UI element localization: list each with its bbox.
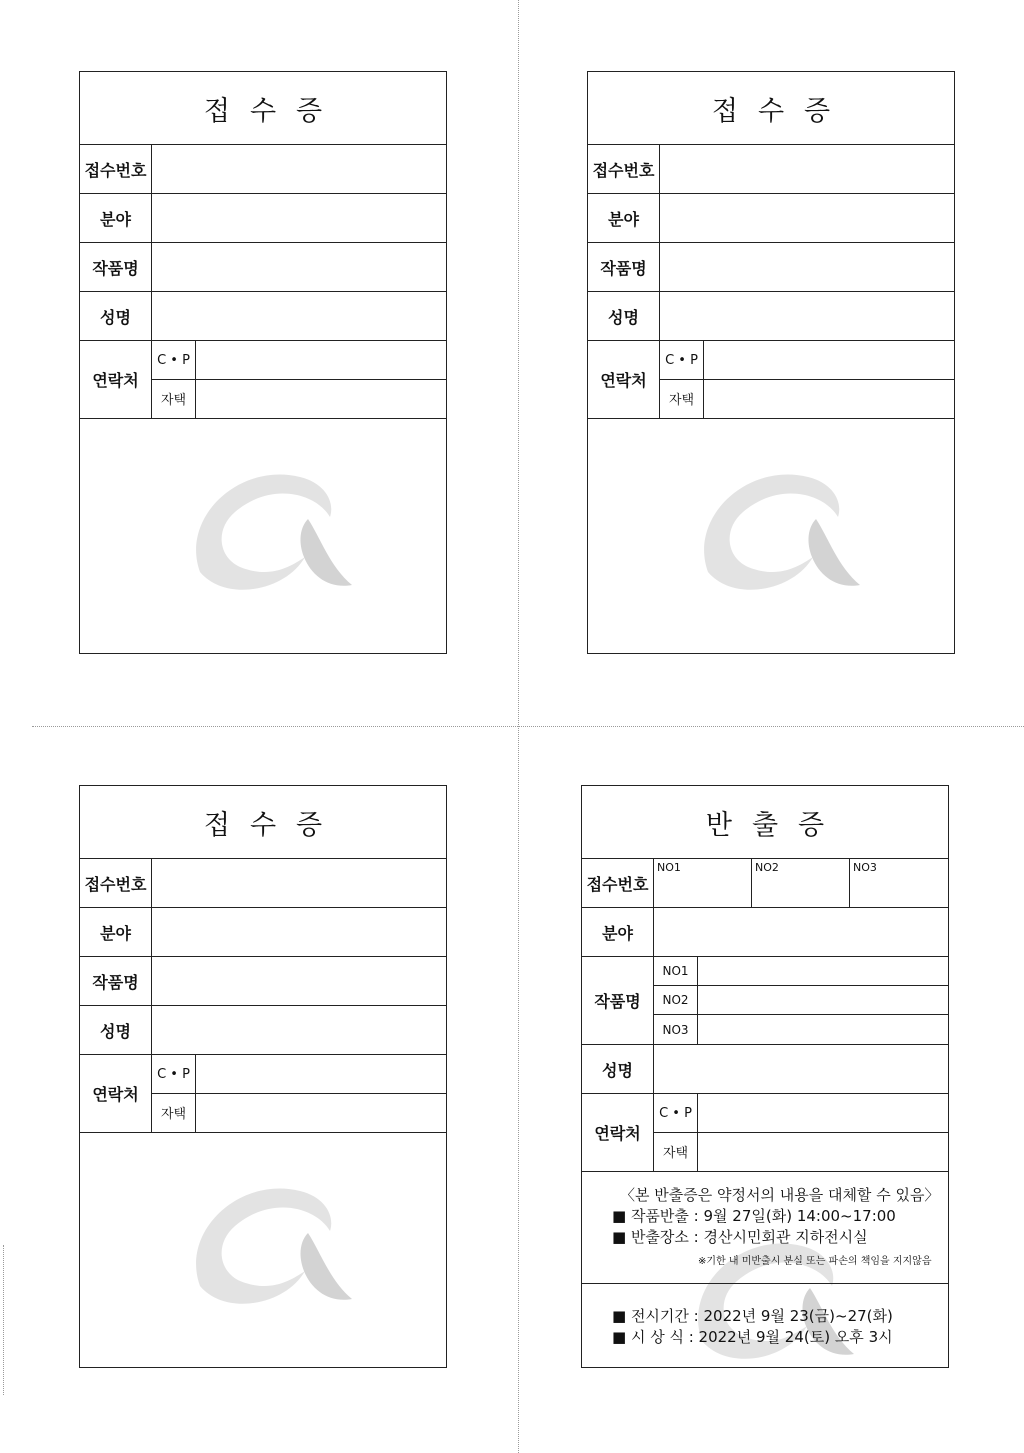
- home-label: 자택: [654, 1132, 698, 1171]
- receipt-work-row[interactable]: [80, 957, 446, 1006]
- receipt-name-row[interactable]: [80, 1006, 446, 1055]
- cp-label: C • P: [152, 341, 196, 379]
- home-label: 자택: [152, 379, 196, 418]
- cp-label: C • P: [660, 341, 704, 379]
- number-cell-3[interactable]: [850, 859, 948, 907]
- name-label: 성명: [588, 292, 660, 340]
- home-row[interactable]: [152, 1093, 446, 1132]
- receipt-field-row[interactable]: [588, 194, 954, 243]
- notice-return-place: ■ 반출장소 : 경산시민회관 지하전시실: [612, 1228, 868, 1246]
- contact-label: 연락처: [80, 1055, 152, 1132]
- no2-label: NO2: [755, 861, 779, 874]
- notice-disclaimer: ※기한 내 미반출시 분실 또는 파손의 책임을 지지않음: [698, 1256, 932, 1267]
- work-no2-label: NO2: [654, 986, 698, 1014]
- title-char: 접: [711, 95, 758, 127]
- watermark-icon: [180, 457, 355, 612]
- field-label: 분야: [582, 908, 654, 956]
- horizontal-cut-line: [32, 726, 1024, 727]
- name-label: 성명: [80, 1006, 152, 1054]
- return-field-row: [582, 908, 948, 957]
- title-char: 접: [203, 95, 250, 127]
- notice-return-time: ■ 작품반출 : 9월 27일(화) 14:00~17:00: [612, 1207, 896, 1225]
- title-char: 수: [249, 809, 297, 841]
- work-label: 작품명: [80, 243, 152, 291]
- receipt-title: [588, 72, 954, 145]
- receipt-name-row[interactable]: [80, 292, 446, 341]
- title-char: 반: [705, 809, 752, 841]
- work-no3-label: NO3: [654, 1015, 698, 1044]
- receipt-name-row[interactable]: [588, 292, 954, 341]
- receipt-card-top-right: [587, 71, 955, 654]
- number-cell-1[interactable]: [654, 859, 752, 907]
- number-cells: [654, 859, 948, 907]
- home-label: 자택: [660, 379, 704, 418]
- award-ceremony: ■ 시 상 식 : 2022년 9월 24(토) 오후 3시: [612, 1328, 893, 1346]
- work-label: 작품명: [80, 957, 152, 1005]
- field-label: 분야: [80, 194, 152, 242]
- title-char: 증: [798, 809, 845, 841]
- title-char: 수: [249, 95, 297, 127]
- number-label: 접수번호: [588, 145, 660, 193]
- receipt-contact-row: [588, 341, 954, 419]
- title-char: 접: [203, 809, 250, 841]
- number-cell-2[interactable]: [752, 859, 850, 907]
- title-char: 증: [804, 95, 851, 127]
- title-char: 수: [757, 95, 805, 127]
- no1-label: NO1: [657, 861, 681, 874]
- notice-section: [582, 1172, 948, 1284]
- field-label: 분야: [80, 908, 152, 956]
- work-label: 작품명: [588, 243, 660, 291]
- work-row-1[interactable]: [654, 957, 948, 986]
- receipt-field-row[interactable]: [80, 194, 446, 243]
- work-row-2[interactable]: [654, 986, 948, 1015]
- watermark-icon: [688, 457, 863, 612]
- title-char: 출: [751, 809, 799, 841]
- work-no1-label: NO1: [654, 957, 698, 985]
- cp-row[interactable]: [152, 341, 446, 380]
- work-label: 작품명: [582, 957, 654, 1044]
- receipt-card-bottom-left: [79, 785, 447, 1368]
- watermark-icon: [180, 1171, 355, 1326]
- cp-row[interactable]: [152, 1055, 446, 1094]
- return-work-row: [582, 957, 948, 1045]
- field-label: 분야: [588, 194, 660, 242]
- receipt-number-row[interactable]: [80, 145, 446, 194]
- name-label: 성명: [582, 1045, 654, 1093]
- home-row[interactable]: [660, 379, 954, 418]
- return-name-row: [582, 1045, 948, 1094]
- return-slip-title: [582, 786, 948, 859]
- receipt-number-row[interactable]: [80, 859, 446, 908]
- home-row[interactable]: [654, 1132, 948, 1171]
- home-label: 자택: [152, 1093, 196, 1132]
- return-contact-row: [582, 1094, 948, 1172]
- cp-label: C • P: [654, 1094, 698, 1132]
- cp-label: C • P: [152, 1055, 196, 1093]
- name-label: 성명: [80, 292, 152, 340]
- contact-label: 연락처: [582, 1094, 654, 1171]
- exhibition-period: ■ 전시기간 : 2022년 9월 23(금)~27(화): [612, 1307, 893, 1325]
- receipt-card-top-left: [79, 71, 447, 654]
- receipt-contact-row: [80, 1055, 446, 1133]
- receipt-work-row[interactable]: [588, 243, 954, 292]
- receipt-contact-row: [80, 341, 446, 419]
- notice-heading: 〈본 반출증은 약정서의 내용을 대체할 수 있음〉: [620, 1186, 940, 1204]
- number-label: 접수번호: [80, 859, 152, 907]
- receipt-title: [80, 72, 446, 145]
- home-row[interactable]: [152, 379, 446, 418]
- contact-label: 연락처: [588, 341, 660, 418]
- receipt-number-row[interactable]: [588, 145, 954, 194]
- left-margin-guide: [3, 1245, 4, 1395]
- no3-label: NO3: [853, 861, 877, 874]
- number-label: 접수번호: [80, 145, 152, 193]
- receipt-work-row[interactable]: [80, 243, 446, 292]
- work-row-3[interactable]: [654, 1015, 948, 1044]
- return-slip-card: [581, 785, 949, 1368]
- cp-row[interactable]: [660, 341, 954, 380]
- title-char: 증: [296, 95, 343, 127]
- number-label: 접수번호: [582, 859, 654, 907]
- receipt-field-row[interactable]: [80, 908, 446, 957]
- title-char: 증: [296, 809, 343, 841]
- cp-row[interactable]: [654, 1094, 948, 1133]
- contact-label: 연락처: [80, 341, 152, 418]
- return-number-row: [582, 859, 948, 908]
- receipt-title: [80, 786, 446, 859]
